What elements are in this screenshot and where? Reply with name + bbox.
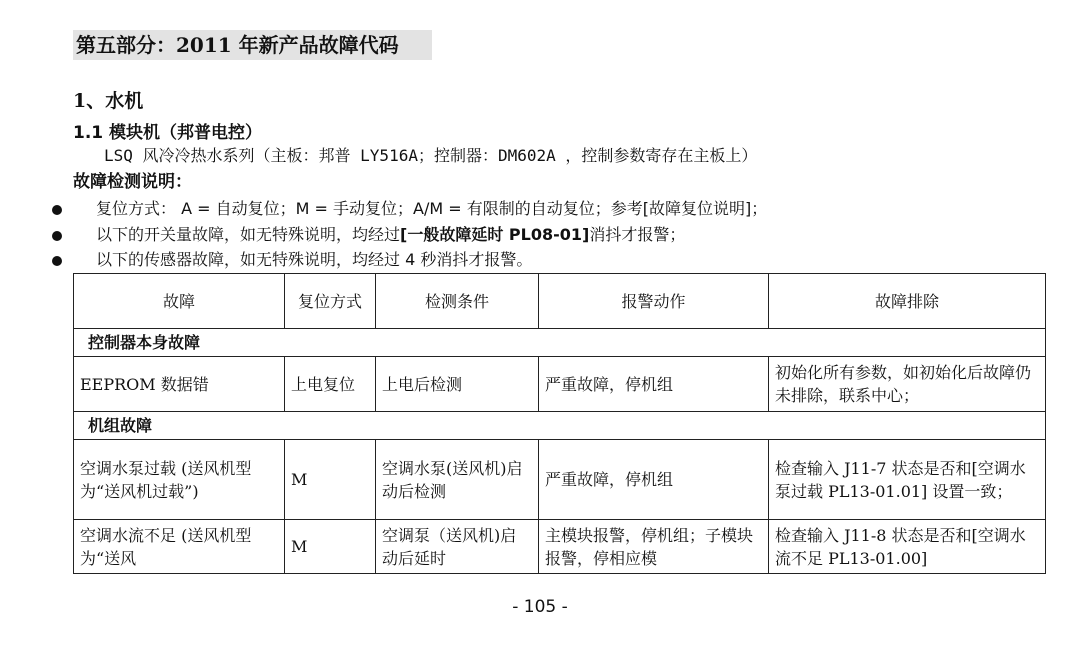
group-row	[74, 412, 1046, 440]
cell-reset-mode: 上电复位	[285, 357, 376, 412]
group-label: 控制器本身故障	[74, 329, 1046, 357]
header-alarm-action: 报警动作	[539, 274, 769, 329]
group-row	[74, 329, 1046, 357]
cell-fault: 空调水泵过载 (送风机型为“送风机过载”)	[74, 440, 285, 520]
bullet-text: 消抖才报警；	[589, 225, 686, 244]
cell-reset-mode: M	[285, 520, 376, 574]
bullet-text: 以下的开关量故障，如无特殊说明，均经过	[96, 225, 401, 244]
bullet-text: 以下的传感器故障，如无特殊说明，均经过 4 秒消抖才报警。	[96, 250, 533, 269]
bullet-item	[52, 222, 685, 245]
header-detect-condition: 检测条件	[376, 274, 539, 329]
cell-reset-mode: M	[285, 440, 376, 520]
group-label: 机组故障	[74, 412, 1046, 440]
fault-detection-title: 故障检测说明：	[73, 172, 192, 192]
cell-troubleshoot: 初始化所有参数，如初始化后故障仍未排除，联系中心；	[769, 357, 1046, 412]
cell-detect-condition: 空调泵（送风机)启动后延时	[376, 520, 539, 574]
header-troubleshoot: 故障排除	[769, 274, 1046, 329]
header-fault: 故障	[74, 274, 285, 329]
page-number: - 105 -	[512, 597, 568, 617]
table-header-row	[74, 274, 1046, 329]
bullet-item	[52, 247, 532, 270]
series-description: LSQ 风冷冷热水系列（主板：邦普 LY516A；控制器：DM602A ，控制参数寄存在主板上）	[104, 146, 758, 165]
table-row	[74, 520, 1046, 574]
subsection-title: 1.1 模块机（邦普电控）	[73, 123, 263, 143]
cell-alarm-action: 严重故障，停机组	[539, 357, 769, 412]
fault-code-table	[73, 273, 1046, 574]
cell-troubleshoot: 检查输入 J11-7 状态是否和[空调水泵过载 PL13-01.01] 设置一致；	[769, 440, 1046, 520]
table-row	[74, 357, 1046, 412]
cell-fault: 空调水流不足 (送风机型为“送风	[74, 520, 285, 574]
bullet-text: 复位方式： A = 自动复位；M = 手动复位；A/M = 有限制的自动复位；参考[故障复位说明]；	[96, 199, 768, 218]
table-row	[74, 440, 1046, 520]
cell-detect-condition: 上电后检测	[376, 357, 539, 412]
bullet-dot-icon	[52, 205, 62, 215]
cell-alarm-action: 主模块报警，停机组；子模块报警，停相应模	[539, 520, 769, 574]
bullet-item	[52, 196, 767, 219]
bullet-dot-icon	[52, 256, 62, 266]
part-title: 第五部分：2011 年新产品故障代码	[73, 30, 432, 60]
header-reset-mode: 复位方式	[285, 274, 376, 329]
bullet-dot-icon	[52, 231, 62, 241]
cell-fault: EEPROM 数据错	[74, 357, 285, 412]
bullet-strong-text: [一般故障延时 PL08-01]	[400, 225, 590, 244]
cell-detect-condition: 空调水泵(送风机)启动后检测	[376, 440, 539, 520]
cell-alarm-action: 严重故障，停机组	[539, 440, 769, 520]
section-title: 1、水机	[73, 90, 144, 112]
cell-troubleshoot: 检查输入 J11-8 状态是否和[空调水流不足 PL13-01.00]	[769, 520, 1046, 574]
